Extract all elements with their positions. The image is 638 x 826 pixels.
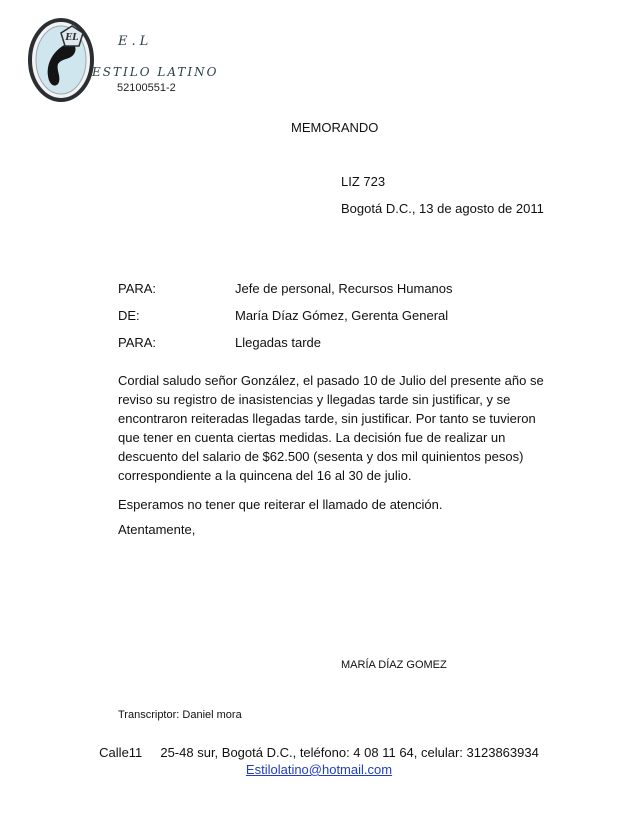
- company-nit: 52100551-2: [117, 82, 176, 94]
- document-date: Bogotá D.C., 13 de agosto de 2011: [341, 201, 544, 216]
- signature-name: MARÍA DÍAZ GOMEZ: [341, 659, 447, 671]
- footer-address: Calle11 25-48 sur, Bogotá D.C., teléfono: 4 08 11 64, celular: 3123863934: [99, 745, 539, 760]
- brand-name: ESTILO LATINO: [92, 65, 219, 79]
- document-title: MEMORANDO: [291, 120, 379, 135]
- from-label: DE:: [118, 308, 140, 323]
- footer: [0, 744, 638, 778]
- closing-line: Esperamos no tener que reiterar el llamado de atención.: [118, 497, 443, 512]
- to-label: PARA:: [118, 281, 157, 296]
- memo-body: Cordial saludo señor González, el pasado 10 de Julio del presente año se reviso su registro de inasistencias y llegadas tarde sin justificar, y se encontraron reiteradas llegadas tarde, sin justificar. Por tanto se tuvieron que tener en cuenta ciertas medidas. La decisión fue de realizar un descuento del salario de $62.500 (sesenta y dos mil quinientos pesos) correspondiente a la quincena del 16 al 30 de julio.: [118, 373, 544, 483]
- from-value: María Díaz Gómez, Gerenta General: [235, 308, 449, 323]
- subject-value: Llegadas tarde: [235, 335, 322, 350]
- to-value: Jefe de personal, Recursos Humanos: [235, 281, 453, 296]
- transcriptor-line: Transcriptor: Daniel mora: [118, 709, 242, 721]
- document-reference: LIZ 723: [341, 174, 386, 189]
- subject-label: PARA:: [118, 335, 157, 350]
- logo-badge-icon: [60, 25, 84, 47]
- logo-badge-text: EL: [65, 33, 79, 43]
- salutation: Atentamente,: [118, 522, 196, 537]
- brand-initials: E.L: [118, 34, 153, 49]
- footer-email-link[interactable]: Estilolatino@hotmail.com: [245, 762, 393, 777]
